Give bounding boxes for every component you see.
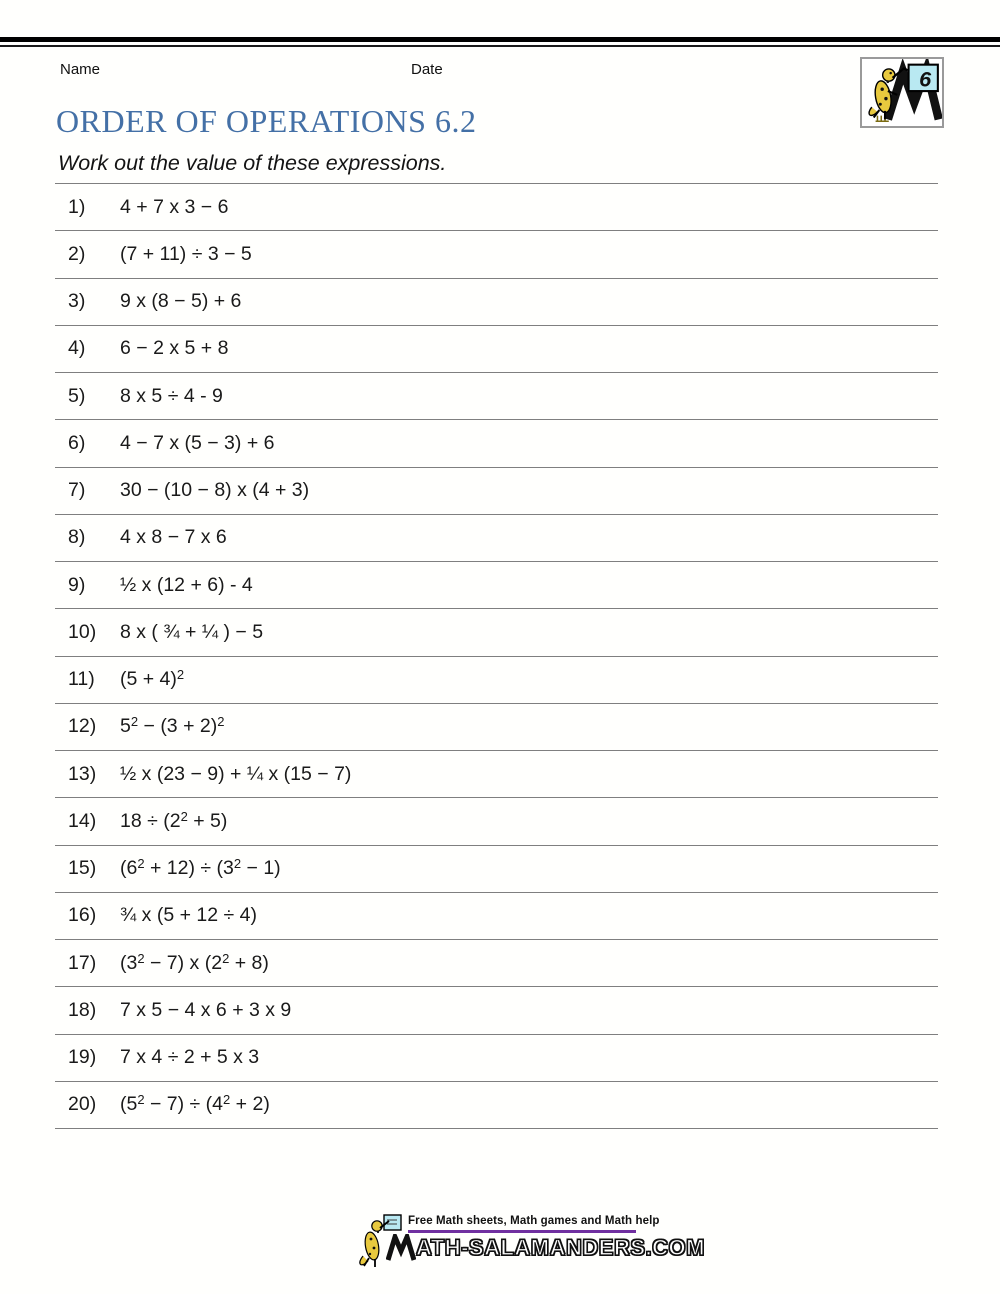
question-row	[55, 892, 938, 939]
question-row	[55, 750, 938, 797]
question-number: 9)	[68, 573, 86, 596]
question-row	[55, 467, 938, 514]
question-expression: ¾ x (5 + 12 ÷ 4)	[120, 904, 257, 927]
page-title: ORDER OF OPERATIONS 6.2	[56, 103, 477, 139]
question-number: 14)	[68, 809, 97, 832]
footer-site-name: ATH-SALAMANDERS.COM	[416, 1235, 705, 1260]
question-expression: $5^2 - (3 + 2)^2$	[120, 714, 225, 738]
question-expression: 8 x 5 ÷ 4 - 9	[120, 384, 223, 407]
question-expression: 4 − 7 x (5 − 3) + 6	[120, 431, 275, 454]
question-row	[55, 703, 938, 750]
top-divider-thick	[0, 37, 1000, 42]
question-number: 6)	[68, 431, 86, 454]
question-expression: $(3^2 - 7)$ x $(2^2 + 8)$	[120, 950, 269, 974]
question-expression: $(5 + 4)^2$	[120, 667, 185, 691]
question-number: 4)	[68, 337, 86, 360]
question-row	[55, 845, 938, 892]
question-row	[55, 372, 938, 419]
question-number: 17)	[68, 951, 97, 974]
footer-tagline: Free Math sheets, Math games and Math help	[408, 1215, 660, 1227]
question-expression: 30 − (10 − 8) x (4 + 3)	[120, 479, 310, 502]
question-row	[55, 278, 938, 325]
question-expression: 9 x (8 − 5) + 6	[120, 290, 242, 313]
name-label: Name	[60, 61, 101, 78]
question-number: 10)	[68, 620, 97, 643]
question-row	[55, 230, 938, 277]
question-number: 18)	[68, 998, 97, 1021]
instruction-text: Work out the value of these expressions.	[58, 151, 447, 175]
question-number: 19)	[68, 1046, 97, 1069]
question-number: 11)	[68, 668, 95, 691]
question-number: 3)	[68, 290, 86, 313]
footer-logo	[356, 1209, 705, 1275]
question-number: 16)	[68, 904, 97, 927]
question-expression: $(5^2 - 7) \div (4^2 + 2)$	[120, 1092, 270, 1116]
question-row	[55, 325, 938, 372]
question-expression: ½ x (23 − 9) + ¼ x (15 − 7)	[120, 762, 352, 785]
question-expression: 6 − 2 x 5 + 8	[120, 337, 229, 360]
question-row	[55, 986, 938, 1033]
question-expression: 7 x 5 − 4 x 6 + 3 x 9	[120, 998, 292, 1021]
question-row	[55, 1034, 938, 1081]
grade-number: 6	[919, 66, 932, 92]
question-number: 1)	[68, 195, 86, 218]
question-table	[55, 183, 938, 1129]
question-row	[55, 561, 938, 608]
question-number: 5)	[68, 384, 86, 407]
question-number: 13)	[68, 762, 97, 785]
question-number: 8)	[68, 526, 86, 549]
question-expression: ½ x (12 + 6) - 4	[120, 573, 253, 596]
question-row	[55, 419, 938, 466]
grade-badge-logo	[860, 57, 944, 128]
date-label: Date	[411, 61, 443, 78]
question-expression: (7 + 11) ÷ 3 − 5	[120, 242, 252, 265]
question-row	[55, 656, 938, 703]
footer-purple-rule	[408, 1230, 636, 1233]
question-number: 12)	[68, 715, 97, 738]
question-row	[55, 183, 938, 230]
question-expression: 4 + 7 x 3 − 6	[120, 195, 229, 218]
question-row	[55, 514, 938, 561]
footer-m-logo-icon	[386, 1234, 416, 1261]
question-row	[55, 608, 938, 655]
question-expression: 4 x 8 − 7 x 6	[120, 526, 227, 549]
question-number: 15)	[68, 857, 97, 880]
question-expression: $(6^2 + 12) \div (3^2 - 1)$	[120, 856, 281, 880]
question-expression: 8 x ( ¾ + ¼ ) − 5	[120, 620, 264, 643]
top-divider-thin	[0, 45, 1000, 47]
question-expression: $18 \div (2^2 + 5)$	[120, 808, 228, 832]
question-number: 2)	[68, 242, 86, 265]
question-row	[55, 939, 938, 986]
question-number: 20)	[68, 1093, 97, 1116]
salamander-easel-icon	[862, 59, 942, 126]
question-number: 7)	[68, 479, 86, 502]
question-expression: 7 x 4 ÷ 2 + 5 x 3	[120, 1046, 260, 1069]
question-row	[55, 797, 938, 844]
question-row	[55, 1081, 938, 1128]
